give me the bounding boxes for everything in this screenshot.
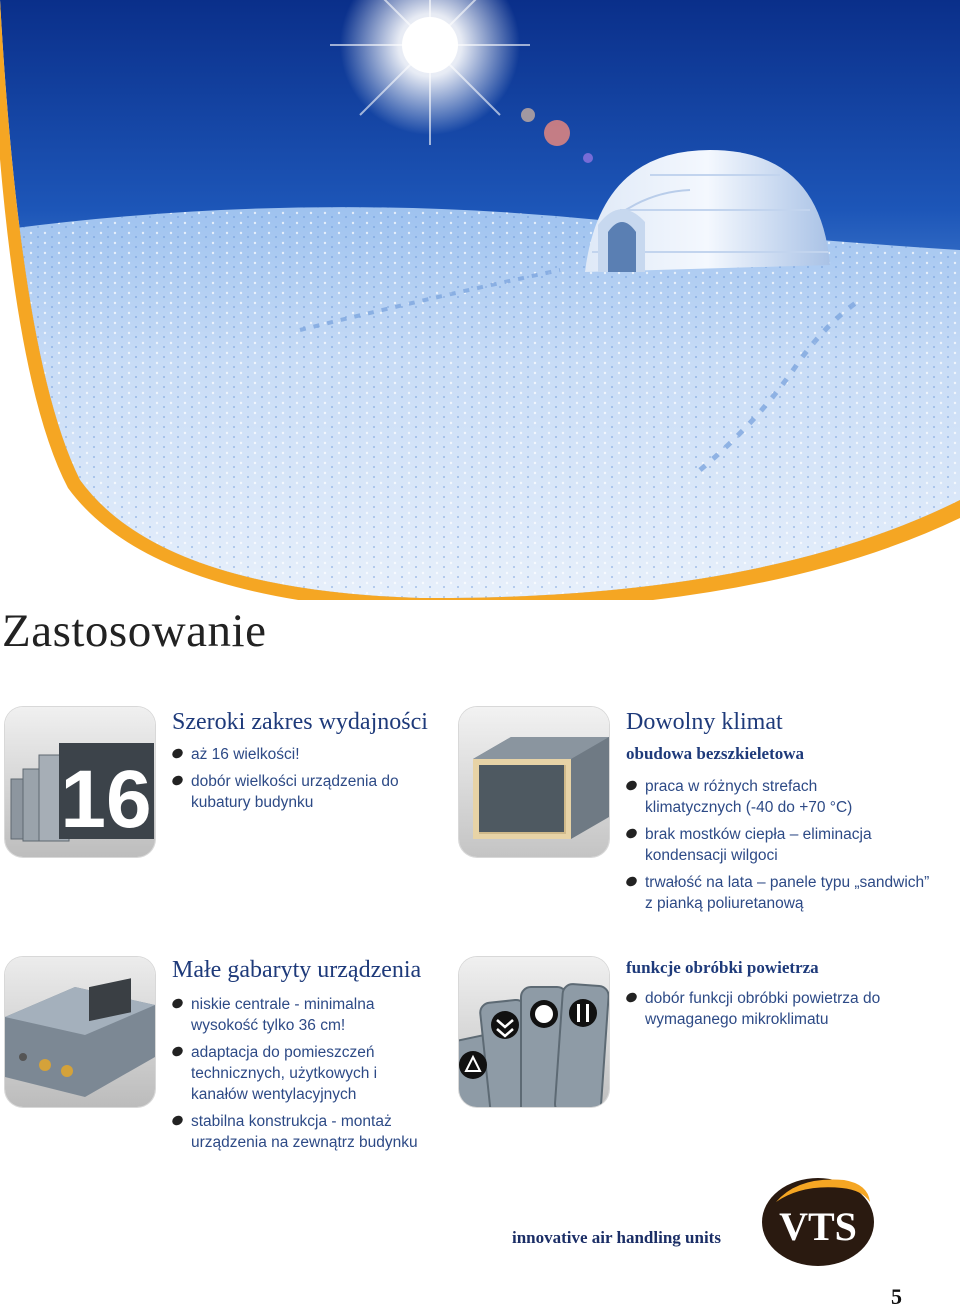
hero-image bbox=[0, 0, 960, 600]
bullet-icon bbox=[624, 991, 638, 1004]
capacity-range-image bbox=[5, 707, 155, 857]
list-item: stabilna konstrukcja - montaż urządzenia na zewnątrz budynku bbox=[172, 1111, 459, 1153]
page-title: Zastosowanie bbox=[2, 605, 267, 657]
list-item: trwałość na lata – panele typu „sandwich” z pianką poliuretanową bbox=[626, 872, 935, 914]
section-capacity bbox=[172, 709, 452, 819]
compact-size-image bbox=[5, 957, 155, 1107]
list-item: niskie centrale - minimalna wysokość tylko 36 cm! bbox=[172, 994, 411, 1036]
sandwich-panel-icon bbox=[459, 707, 609, 857]
air-functions-image bbox=[459, 957, 609, 1107]
capacity-badge: 16 bbox=[60, 754, 152, 845]
bullet-icon bbox=[170, 774, 184, 787]
brand-area bbox=[510, 1172, 930, 1272]
bullet-icon bbox=[170, 1114, 184, 1127]
compact-unit-icon bbox=[5, 957, 155, 1107]
bullet-icon bbox=[624, 827, 638, 840]
section-climate bbox=[626, 709, 936, 920]
page-number: 5 bbox=[891, 1284, 902, 1309]
bullet-icon bbox=[170, 997, 184, 1010]
list-item: adaptacja do pomieszczeń technicznych, użytkowych i kanałów wentylacyjnych bbox=[172, 1042, 421, 1105]
section-title: funkcje obróbki powietrza bbox=[626, 958, 819, 977]
vts-logo-text: VTS bbox=[779, 1204, 857, 1249]
section-title: Szeroki zakres wydajności bbox=[172, 709, 428, 735]
bullet-icon bbox=[170, 747, 184, 760]
list-item: aż 16 wielkości! bbox=[172, 744, 452, 765]
section-title: Dowolny klimat bbox=[626, 709, 783, 735]
list-item: dobór wielkości urządzenia do kubatury budynku bbox=[172, 771, 421, 813]
list-item: praca w różnych strefach klimatycznych (-40 do +70 °C) bbox=[626, 776, 895, 818]
modular-units-icon bbox=[5, 707, 155, 857]
list-item: brak mostków ciepła – eliminacja kondensacji wilgoci bbox=[626, 824, 907, 866]
section-title: Małe gabaryty urządzenia bbox=[172, 957, 422, 983]
section-subtitle: obudowa bezszkieletowa bbox=[626, 744, 805, 763]
climate-image bbox=[459, 707, 609, 857]
igloo-scene bbox=[0, 0, 960, 600]
air-function-cards-icon bbox=[459, 957, 609, 1107]
vts-logo bbox=[758, 1172, 878, 1268]
bullet-icon bbox=[624, 779, 638, 792]
brand-tagline: innovative air handling units bbox=[512, 1228, 721, 1247]
section-air-functions bbox=[626, 958, 926, 1036]
bullet-icon bbox=[624, 875, 638, 888]
section-compact bbox=[172, 957, 462, 1159]
list-item: dobór funkcji obróbki powietrza do wymaganego mikroklimatu bbox=[626, 988, 905, 1030]
bullet-icon bbox=[170, 1045, 184, 1058]
